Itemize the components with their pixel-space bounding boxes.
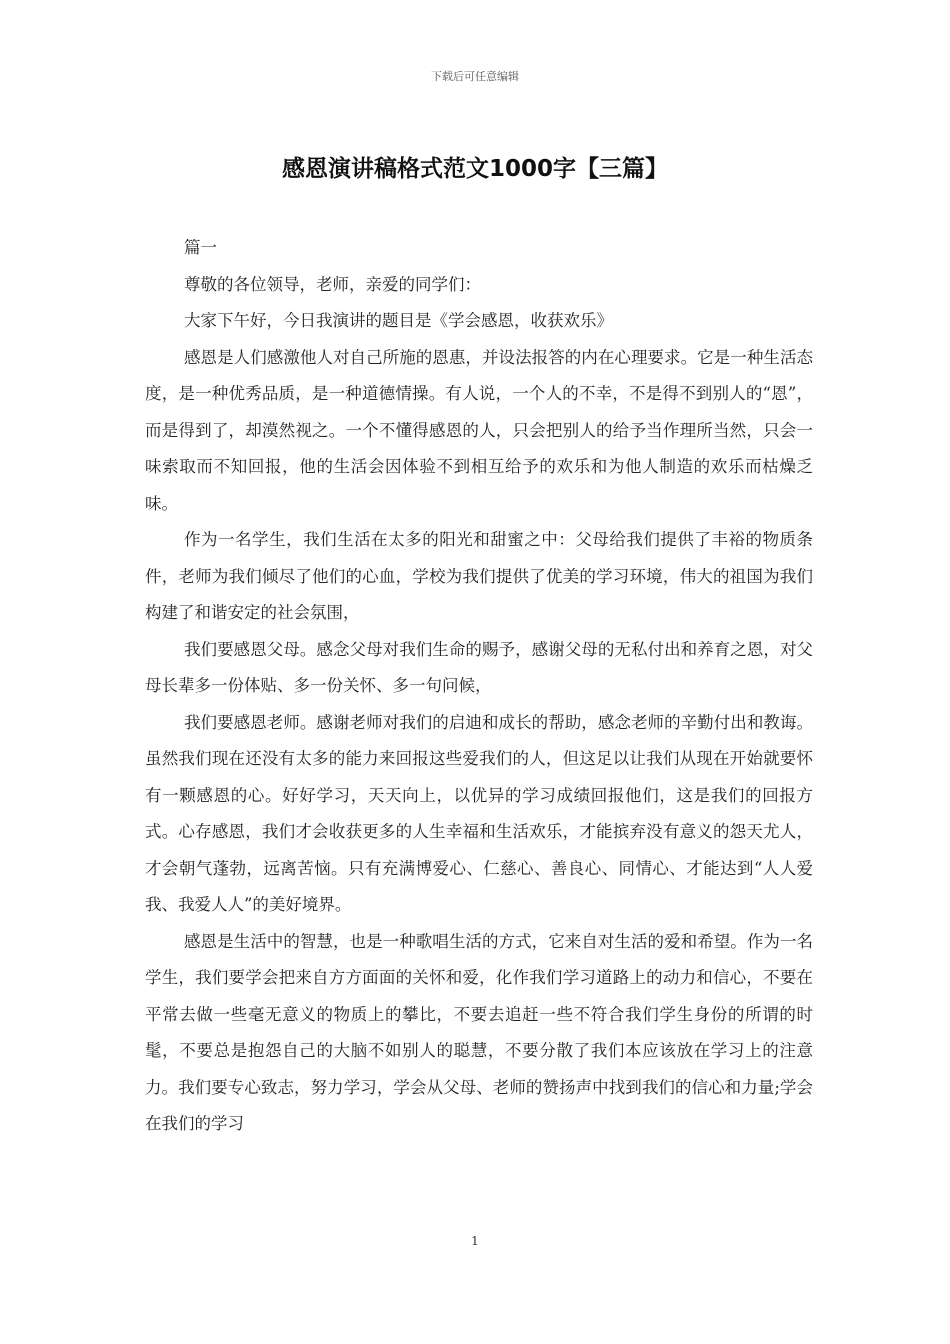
body-paragraph: 感恩是人们感激他人对自己所施的恩惠，并设法报答的内在心理要求。它是一种生活态度，是一种优秀品质，是一种道德情操。有人说，一个人的不幸，不是得不到别人的“恩”，而是得到了，却漠然视之。一个不懂得感恩的人，只会把别人的给予当作理所当然，只会一味索取而不知回报，他的生活会因体验不到相互给予的欢乐和为他人制造的欢乐而枯燥乏味。 — [145, 347, 813, 513]
page-header-note: 下载后可任意编辑 — [431, 70, 519, 83]
body-paragraph: 我们要感恩父母。感念父母对我们生命的赐予，感谢父母的无私付出和养育之恩，对父母长辈多一份体贴、多一份关怀、多一句问候， — [145, 639, 813, 695]
greeting-paragraph: 大家下午好，今日我演讲的题目是《学会感恩，收获欢乐》 — [184, 311, 613, 330]
section-heading: 篇一 — [184, 238, 217, 257]
body-paragraph: 我们要感恩老师。感谢老师对我们的启迪和成长的帮助，感念老师的辛勤付出和教诲。虽然我们现在还没有太多的能力来回报这些爱我们的人，但这足以让我们从现在开始就要怀有一颗感恩的心。好好学习，天天向上，以优异的学习成绩回报他们，这是我们的回报方式。心存感恩，我们才会收获更多的人生幸福和生活欢乐，才能摈弃没有意义的怨天尤人，才会朝气蓬勃，远离苦恼。只有充满博爱心、仁慈心、善良心、同情心、才能达到“人人爱我、我爱人人”的美好境界。 — [145, 712, 813, 914]
body-paragraph: 感恩是生活中的智慧，也是一种歌唱生活的方式，它来自对生活的爱和希望。作为一名学生，我们要学会把来自方方面面的关怀和爱，化作我们学习道路上的动力和信心，不要在平常去做一些毫无意义的物质上的攀比，不要去追赶一些不符合我们学生身份的所谓的时髦，不要总是抱怨自己的大脑不如别人的聪慧，不要分散了我们本应该放在学习上的注意力。我们要专心致志，努力学习，学会从父母、老师的赞扬声中找到我们的信心和力量;学会在我们的学习 — [145, 931, 813, 1133]
salutation: 尊敬的各位领导，老师，亲爱的同学们： — [184, 274, 481, 294]
page-number: 1 — [471, 1234, 479, 1248]
body-paragraph: 作为一名学生，我们生活在太多的阳光和甜蜜之中：父母给我们提供了丰裕的物质条件，老师为我们倾尽了他们的心血，学校为我们提供了优美的学习环境，伟大的祖国为我们构建了和谐安定的社会氛围， — [145, 530, 813, 622]
document-body — [145, 230, 813, 1143]
document-title: 感恩演讲稿格式范文1000字【三篇】 — [281, 156, 668, 182]
